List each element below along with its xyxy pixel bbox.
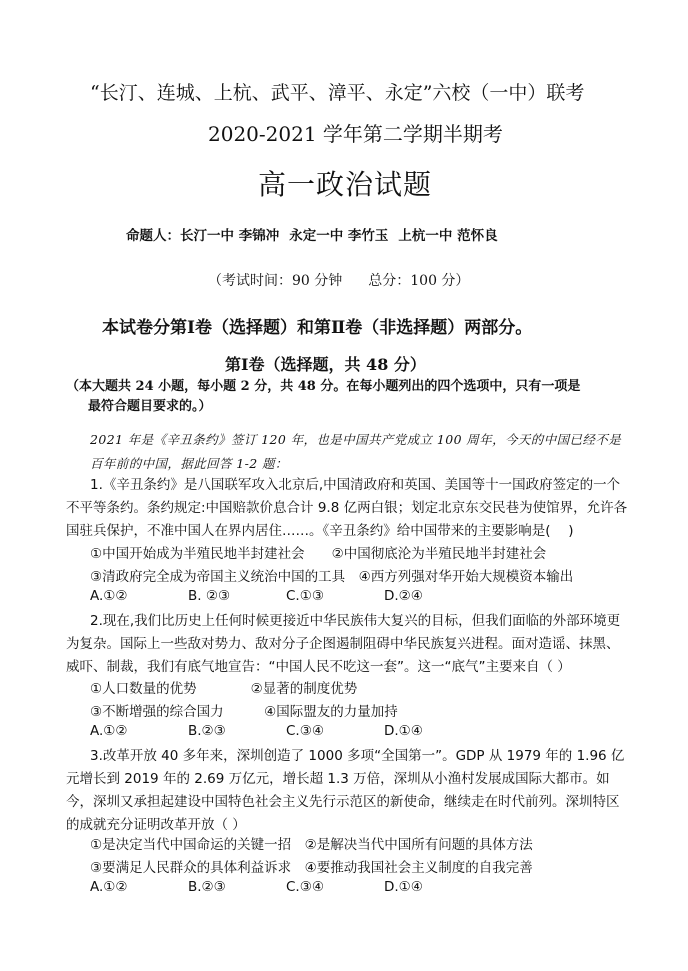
choice-c: C.③④	[286, 879, 324, 895]
exam-total: 总分：100 分）	[368, 273, 470, 289]
authors-label: 命题人：	[126, 228, 180, 244]
term-line: 2020-2021 学年第二学期半期考	[208, 122, 503, 146]
section-note-line: （本大题共 24 小题，每小题 2 分，共 48 分。在每小题列出的四个选项中，只有一项是	[66, 379, 581, 394]
authors-line	[126, 224, 508, 244]
choice-a: A.①②	[90, 879, 128, 895]
question-1-stem	[66, 474, 628, 543]
choice-a: A.①②	[90, 723, 128, 739]
question-1-options-row: ①中国开始成为半殖民地半封建社会 ②中国彻底沦为半殖民地半封建社会	[90, 546, 547, 562]
choice-d: D.①④	[384, 879, 423, 895]
question-stem-text: 3.改革开放 40 多年来，深圳创造了 1000 多项“全国第一”。GDP 从 1979 年的 1.96 亿元增长到 2019 年的 2.69 万亿元，增长超 1.3 万倍，深圳从小渔村发展成国际大都市。如今，深圳又承担起建设中国特色社会主义先行示范区的新使命，继续走在时代前列。深圳特区的成就充分证明改革开放（ ）	[66, 748, 625, 833]
choice-b: B.②③	[188, 723, 226, 739]
choice-d: D.①④	[384, 723, 423, 739]
exam-time: （考试时间：90 分钟	[208, 273, 343, 289]
author-entry: 长汀一中 李锦冲	[180, 228, 280, 244]
choice-b: B.②③	[188, 879, 226, 895]
question-stem-text: 2.现在,我们比历史上任何时候更接近中华民族伟大复兴的目标，但我们面临的外部环境更为复杂。国际上一些敌对势力、敌对分子企图遏制阻碍中华民族复兴进程。面对造谣、抹黑、威吓、制裁，我们有底气地宣告：“中国人民不吃这一套”。这一“底气”主要来自（ ）	[66, 613, 621, 675]
choice-c: C.①③	[286, 588, 324, 604]
question-2-choices	[90, 723, 482, 739]
exam-title: 高一政治试题	[258, 168, 433, 201]
question-1-options-row: ③清政府完全成为帝国主义统治中国的工具 ④西方列强对华开始大规模资本输出	[90, 569, 574, 585]
section-title: 第Ⅰ卷（选择题，共 48 分）	[225, 355, 426, 374]
question-3-options-row: ①是决定当代中国命运的关键一招 ②是解决当代中国所有问题的具体方法	[90, 837, 533, 853]
question-3-choices	[90, 879, 482, 895]
choice-b: B. ②③	[188, 588, 231, 604]
choice-a: A.①②	[90, 588, 128, 604]
choice-d: D.②④	[384, 588, 423, 604]
exam-info	[208, 270, 469, 290]
question-3-stem	[66, 745, 628, 837]
section-note	[66, 377, 626, 417]
question-2-stem	[66, 610, 628, 679]
paper-intro: 本试卷分第Ⅰ卷（选择题）和第Ⅱ卷（非选择题）两部分。	[102, 318, 533, 338]
question-2-options-row: ③不断增强的综合国力 ④国际盟友的力量加持	[90, 704, 398, 720]
author-entry: 上杭一中 范怀良	[398, 228, 498, 244]
question-context: 2021 年是《辛丑条约》签订 120 年，也是中国共产党成立 100 周年，今天的中国已经不是百年前的中国，据此回答 1-2 题：	[90, 432, 622, 471]
section-note-line: 最符合题目要求的。）	[88, 399, 212, 414]
schools-line: “长汀、连城、上杭、武平、漳平、永定”六校（一中）联考	[90, 82, 585, 104]
author-entry: 永定一中 李竹玉	[289, 228, 389, 244]
question-stem-text: 1.《辛丑条约》是八国联军攻入北京后,中国清政府和英国、美国等十一国政府签定的一个不平等条约。条约规定:中国赔款价息合计 9.8 亿两白银；划定北京东交民巷为使馆界，允许各国驻兵保护，不准中国人在界内居住……。《辛丑条约》给中国带来的主要影响是( )	[66, 477, 628, 539]
question-3-options-row: ③要满足人民群众的具体利益诉求 ④要推动我国社会主义制度的自我完善	[90, 860, 533, 876]
question-2-options-row: ①人口数量的优势 ②显著的制度优势	[90, 681, 358, 697]
question-1-choices	[90, 588, 482, 604]
choice-c: C.③④	[286, 723, 324, 739]
